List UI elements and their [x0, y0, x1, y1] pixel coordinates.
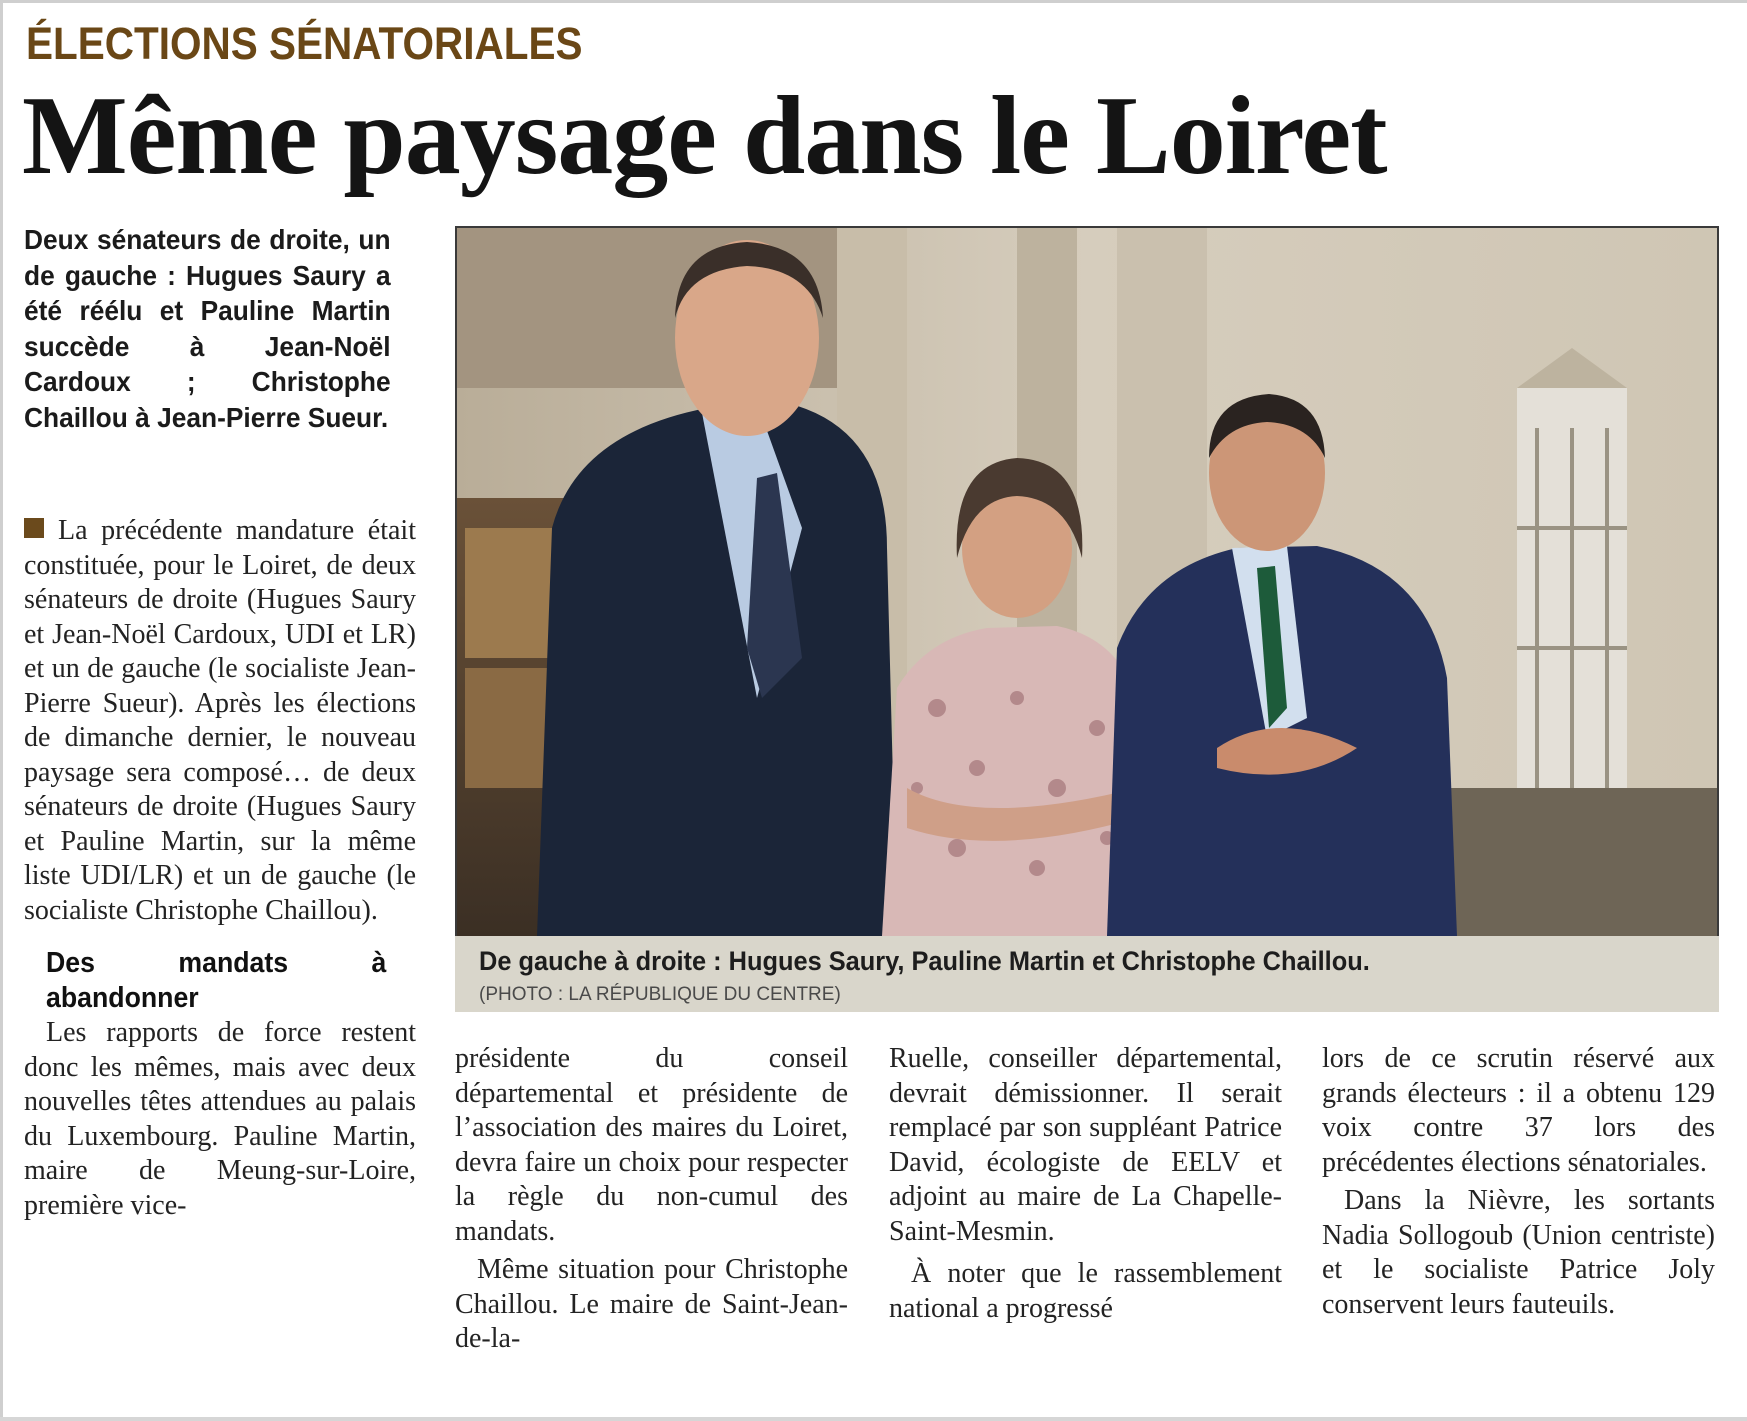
photo-caption-bar [455, 936, 1719, 1012]
article-subhead: Des mandats à abandonner [46, 947, 387, 1014]
page-border-top [0, 0, 1747, 3]
page-border-left [0, 0, 3, 1421]
article-headline: Même paysage dans le Loiret [22, 74, 1387, 198]
photo-illustration [457, 228, 1717, 936]
article-column-1 [24, 514, 416, 1223]
column-3-paragraph-2: À noter que le rassemblement national a progressé [889, 1258, 1282, 1324]
article-column-2 [455, 1042, 848, 1357]
column-1-paragraph-2: Les rapports de force restent donc les mêmes, mais avec deux nouvelles têtes attendues au palais du Luxembourg. Pauline Martin, maire de Meung-sur-Loire, première vice- [24, 1017, 416, 1221]
article-lead: Deux sénateurs de droite, un de gauche : Hugues Saury a été réélu et Pauline Martin succède à Jean-Noël Cardoux ; Christophe Chaillou à Jean-Pierre Sueur. [24, 224, 391, 433]
paragraph-marker-icon [24, 518, 44, 538]
photo-credit: (PHOTO : LA RÉPUBLIQUE DU CENTRE) [479, 984, 841, 1005]
column-4-paragraph-2: Dans la Nièvre, les sortants Nadia Sollogoub (Union centriste) et le socialiste Patrice Joly conservent leurs fauteuils. [1322, 1185, 1715, 1320]
column-1-paragraph-1 [24, 514, 416, 928]
photo-caption: De gauche à droite : Hugues Saury, Pauline Martin et Christophe Chaillou. [479, 946, 1370, 976]
article-photo [455, 226, 1719, 938]
column-4-paragraph-1: lors de ce scrutin réservé aux grands électeurs : il a obtenu 129 voix contre 37 lors des précédentes élections sénatoriales. [1322, 1043, 1715, 1178]
article-column-3 [889, 1042, 1282, 1326]
column-2-paragraph-2: Même situation pour Christophe Chaillou. Le maire de Saint-Jean-de-la- [455, 1254, 848, 1354]
paragraph-text: La précédente mandature était constituée, pour le Loiret, de deux sénateurs de droite (Hugues Saury et Jean-Noël Cardoux, UDI et LR) et un de gauche (le socialiste Jean-Pierre Sueur). Après les élections de dimanche dernier, le nouveau paysage sera composé… de deux sénateurs de droite (Hugues Saury et Pauline Martin, sur la même liste UDI/LR) et un de gauche (le socialiste Christophe Chaillou). [24, 515, 416, 926]
column-3-paragraph-1: Ruelle, conseiller départemental, devrait démissionner. Il serait remplacé par son suppléant Patrice David, écologiste de EELV et adjoint au maire de La Chapelle-Saint-Mesmin. [889, 1043, 1282, 1247]
article-kicker: ÉLECTIONS SÉNATORIALES [26, 18, 583, 69]
article-column-4 [1322, 1042, 1715, 1322]
column-2-paragraph-1: présidente du conseil départemental et présidente de l’association des maires du Loiret, devra faire un choix pour respecter la règle du non-cumul des mandats. [455, 1043, 848, 1247]
page-border-bottom [0, 1417, 1747, 1421]
